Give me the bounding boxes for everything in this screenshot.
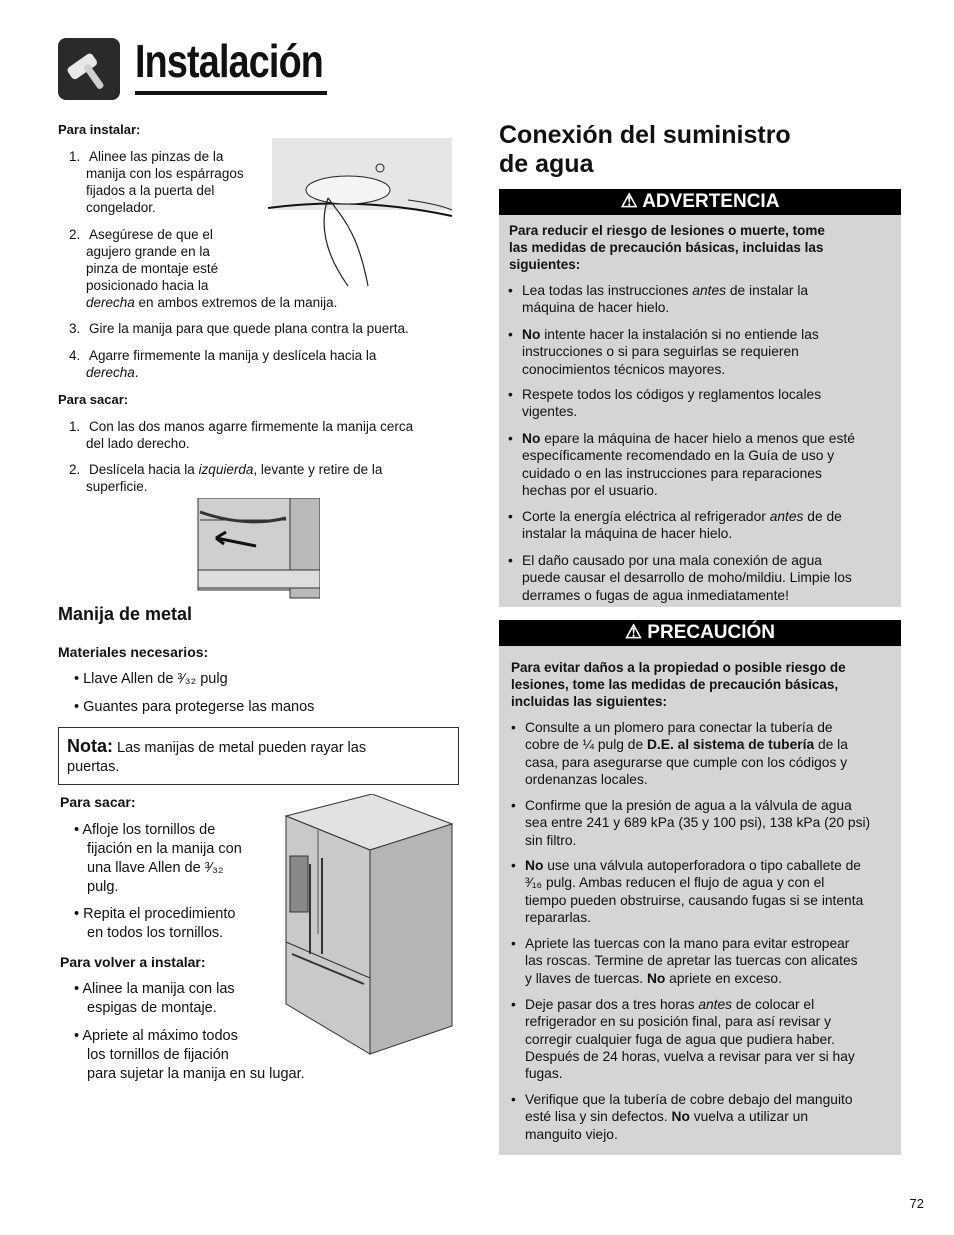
caution-header: ⚠ PRECAUCIÓN [499, 620, 901, 646]
install-step-4: 4. Agarre firmemente la manija y deslícela hacia la derecha. [69, 348, 377, 380]
material-item: • Guantes para protegerse las manos [74, 699, 315, 715]
caution-item: • Confirme que la presión de agua a la válvula de agua sea entre 241 y 689 kPa (35 y 100 psi), 138 kPa (20 psi) sin filtro. [511, 798, 871, 848]
water-supply-heading: Conexión del suministro de agua [499, 121, 791, 178]
drawer-handle-illustration [196, 498, 344, 604]
title-underline [135, 91, 327, 95]
warning-item: • El daño causado por una mala conexión de agua puede causar el desarrollo de moho/mildiu. Limpie los derrames o fugas de agua inmediatamente! [508, 553, 852, 603]
para-sacar-label: Para sacar: [58, 392, 129, 407]
para-instalar-label: Para instalar: [58, 122, 141, 137]
warning-item: • No epare la máquina de hacer hielo a menos que esté específicamente recomendado en la Guía de uso y cuidado o en las instrucciones para reparaciones hechas por el usuario. [508, 431, 855, 498]
materials-label: Materiales necesarios: [58, 644, 209, 660]
install-step-3: 3. Gire la manija para que quede plana contra la puerta. [69, 321, 409, 336]
caution-triangle-icon: ⚠ [624, 622, 643, 643]
caution-intro: Para evitar daños a la propiedad o posible riesgo de lesiones, tome las medidas de precaución básicas, incluidas las siguientes: [511, 660, 846, 709]
handle-install-illustration [268, 138, 454, 288]
sacar-bullet: • Afloje los tornillos de fijación en la manija con una llave Allen de ³⁄₃₂ pulg. [74, 822, 242, 895]
hammer-icon [58, 38, 120, 100]
caution-item: • Deje pasar dos a tres horas antes de colocar el refrigerador en su posición final, para así revisar y corregir cualquier fuga de agua que pudiera haber. Después de 24 horas, vuelva a revisar para ver si hay fugas. [511, 997, 855, 1082]
nota-label: Nota: [67, 736, 113, 756]
page-title: Instalación [135, 35, 324, 87]
warning-item: • Lea todas las instrucciones antes de instalar la máquina de hacer hielo. [508, 283, 809, 316]
warning-item: • Respete todos los códigos y reglamentos locales vigentes. [508, 387, 822, 420]
warning-intro: Para reducir el riesgo de lesiones o muerte, tome las medidas de precaución básicas, incluidas las siguientes: [509, 223, 825, 272]
nota-box: Nota: Las manijas de metal pueden rayar las puertas. [58, 727, 459, 785]
refrigerator-illustration [280, 794, 458, 1056]
para-sacar-metal-label: Para sacar: [60, 794, 136, 810]
para-volver-label: Para volver a instalar: [60, 954, 206, 970]
caution-item: • Consulte a un plomero para conectar la tubería de cobre de ¼ pulg de D.E. al sistema de tubería de la casa, para asegurarse que cumple con los códigos y ordenanzas locales. [511, 720, 848, 787]
warning-item: • No intente hacer la instalación si no entiende las instrucciones o si para seguirlas se requieren conocimientos técnicos mayores. [508, 327, 819, 377]
metal-handle-heading: Manija de metal [58, 604, 193, 624]
warning-header: ⚠ ADVERTENCIA [499, 189, 901, 215]
remove-step-2: 2. Deslícela hacia la izquierda, levante y retire de la superficie. [69, 462, 383, 494]
volver-bullet: • Alinee la manija con las espigas de montaje. [74, 981, 235, 1016]
install-step-1: 1. Alinee las pinzas de la manija con los espárragos fijados a la puerta del congelador. [69, 149, 244, 215]
install-step-2: 2. Asegúrese de que el agujero grande en la pinza de montaje esté posicionado hacia la derecha en ambos extremos de la manija. [69, 227, 338, 310]
sacar-bullet: • Repita el procedimiento en todos los tornillos. [74, 906, 236, 941]
caution-item: • No use una válvula autoperforadora o tipo caballete de ³⁄₁₆ pulg. Ambas reducen el flujo de agua y con el tiempo pueden obstruirse, causando fugas si se intenta repararlas. [511, 858, 864, 925]
warning-item: • Corte la energía eléctrica al refrigerador antes de de instalar la máquina de hacer hielo. [508, 509, 842, 542]
caution-item: • Apriete las tuercas con la mano para evitar estropear las roscas. Termine de apretar las tuercas con alicates y llaves de tuercas. No apriete en exceso. [511, 936, 858, 986]
caution-item: • Verifique que la tubería de cobre debajo del manguito esté lisa y sin defectos. No vuelva a utilizar un manguito viejo. [511, 1092, 853, 1142]
remove-step-1: 1. Con las dos manos agarre firmemente la manija cerca del lado derecho. [69, 419, 414, 451]
page-number: 72 [909, 1196, 924, 1211]
material-item: • Llave Allen de ³⁄₃₂ pulg [74, 671, 228, 687]
warning-triangle-icon: ⚠ [620, 191, 638, 212]
volver-bullet: • Apriete al máximo todos los tornillos de fijación para sujetar la manija en su lugar. [74, 1028, 305, 1082]
